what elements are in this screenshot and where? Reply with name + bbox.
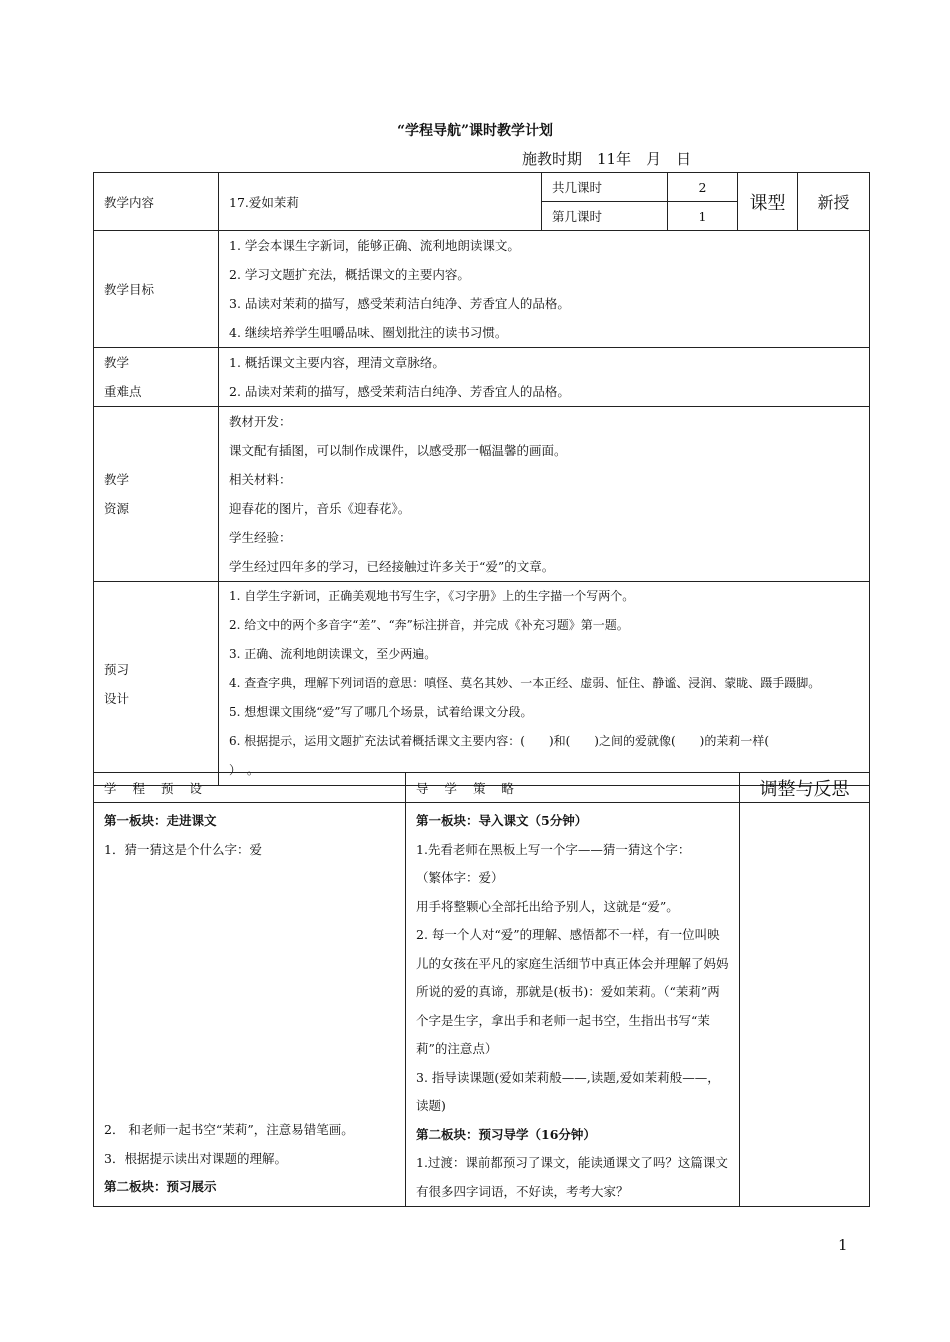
section-heading: 第一板块：导入课文（5分钟）	[416, 813, 588, 828]
lesson-type-value: 新授	[798, 173, 870, 231]
keypoint-item: 2. 品读对茉莉的描写，感受茉莉洁白纯净、芳香宜人的品格。	[229, 384, 570, 399]
resource-item: 迎春花的图片，音乐《迎春花》。	[229, 501, 411, 516]
resource-item: 课文配有插图，可以制作成课件，以感受那一幅温馨的画面。	[229, 443, 567, 458]
date-line: 施教时期 11年 月 日	[522, 150, 692, 168]
keypoint-item: 1. 概括课文主要内容，理清文章脉络。	[229, 355, 445, 370]
process-item: 3．根据提示读出对课题的理解。	[104, 1150, 287, 1166]
preview-item: 5. 想想课文围绕“爱”写了哪几个场景，试着给课文分段。	[229, 705, 533, 719]
col-reflection-header: 调整与反思	[740, 773, 870, 803]
preview-item: 1. 自学生字新词，正确美观地书写生字，《习字册》上的生字描一个写两个。	[229, 589, 635, 603]
keypoints-label-line: 重难点	[104, 384, 142, 399]
preview-item: 6. 根据提示，运用文题扩充法试着概括课文主要内容：( )和( )之间的爱就像( )的茉莉一样(	[229, 734, 770, 748]
preview-label-line: 预习	[104, 661, 130, 677]
strategy-line: 1.先看老师在黑板上写一个字——猜一猜这个字：	[416, 841, 691, 857]
content-value: 17.爱如茉莉	[219, 173, 542, 231]
which-lesson-label: 第几课时	[542, 202, 668, 231]
process-right-cell	[406, 803, 740, 1207]
reflection-cell	[740, 803, 870, 1207]
goal-item: 3. 品读对茉莉的描写，感受茉莉洁白纯净、芳香宜人的品格。	[229, 296, 570, 311]
resource-item: 相关材料：	[229, 472, 292, 487]
resource-item: 学生经验：	[229, 530, 292, 545]
resources-label-line: 资源	[104, 501, 130, 516]
preview-list	[219, 582, 870, 786]
resources-label-line: 教学	[104, 472, 130, 487]
preview-item: ） 。	[229, 763, 260, 777]
strategy-line: 2. 每一个人对“爱”的理解、感悟都不一样，有一位叫映儿的女孩在平凡的家庭生活细节中真正体会并理解了妈妈所说的爱的真谛，那就是(板书)：爱如茉莉。（“茉莉”两个字是生字，拿出手和老师一起书空，生指出书写“茉莉”的注意点）	[416, 927, 729, 1056]
plan-header-table	[93, 172, 870, 786]
preview-item: 2. 给文中的两个多音字“差”、“奔”标注拼音，并完成《补充习题》第一题。	[229, 618, 629, 632]
keypoints-label	[94, 348, 219, 407]
total-lessons-value: 2	[668, 173, 738, 202]
goal-item: 2. 学习文题扩充法，概括课文的主要内容。	[229, 267, 470, 282]
document-title: “学程导航”课时教学计划	[396, 123, 554, 139]
strategy-line: （繁体字：爱）	[416, 870, 504, 885]
strategy-line: 用手将整颗心全部托出给予别人，这就是“爱”。	[416, 898, 679, 914]
goals-label: 教学目标	[94, 231, 219, 348]
goal-item: 4. 继续培养学生咀嚼品味、圈划批注的读书习惯。	[229, 325, 508, 340]
resource-item: 教材开发：	[229, 414, 292, 429]
preview-label-line: 设计	[104, 690, 130, 706]
strategy-line: 3. 指导读课题(爱如茉莉般——,读题,爱如茉莉般——，读题)	[416, 1069, 720, 1113]
process-item: 1．猜一猜这是个什么字：爱	[104, 841, 262, 857]
process-item: 2． 和老师一起书空“茉莉”，注意易错笔画。	[104, 1122, 354, 1137]
keypoints-list	[219, 348, 870, 407]
col-strategy-header: 导 学 策 略	[406, 773, 740, 803]
preview-item: 4. 查查字典，理解下列词语的意思：嗔怪、莫名其妙、一本正经、虚弱、怔住、静谧、浸润、蒙眬、蹑手蹑脚。	[229, 676, 821, 690]
goals-list	[219, 231, 870, 348]
preview-item: 3. 正确、流利地朗读课文，至少两遍。	[229, 647, 437, 661]
section-heading: 第二板块：预习导学（16分钟）	[416, 1126, 596, 1142]
page-number: 1	[838, 1236, 848, 1254]
content-label: 教学内容	[94, 173, 219, 231]
resources-list	[219, 407, 870, 582]
col-process-header: 学 程 预 设	[94, 773, 406, 803]
section-heading: 第一板块：走进课文	[104, 813, 217, 828]
total-lessons-label: 共几课时	[542, 173, 668, 202]
which-lesson-value: 1	[668, 202, 738, 231]
process-table	[93, 772, 870, 1207]
preview-label	[94, 582, 219, 786]
keypoints-label-line: 教学	[104, 355, 130, 370]
strategy-line: 1.过渡：课前都预习了课文，能读通课文了吗？这篇课文有很多四字词语，不好读，考考大家？	[416, 1155, 728, 1199]
lesson-type-label: 课型	[738, 173, 798, 231]
resources-label	[94, 407, 219, 582]
goal-item: 1. 学会本课生字新词，能够正确、流利地朗读课文。	[229, 238, 520, 253]
resource-item: 学生经过四年多的学习，已经接触过许多关于“爱”的文章。	[229, 559, 555, 574]
section-heading: 第二板块：预习展示	[104, 1179, 217, 1194]
process-left-cell	[94, 803, 406, 1207]
